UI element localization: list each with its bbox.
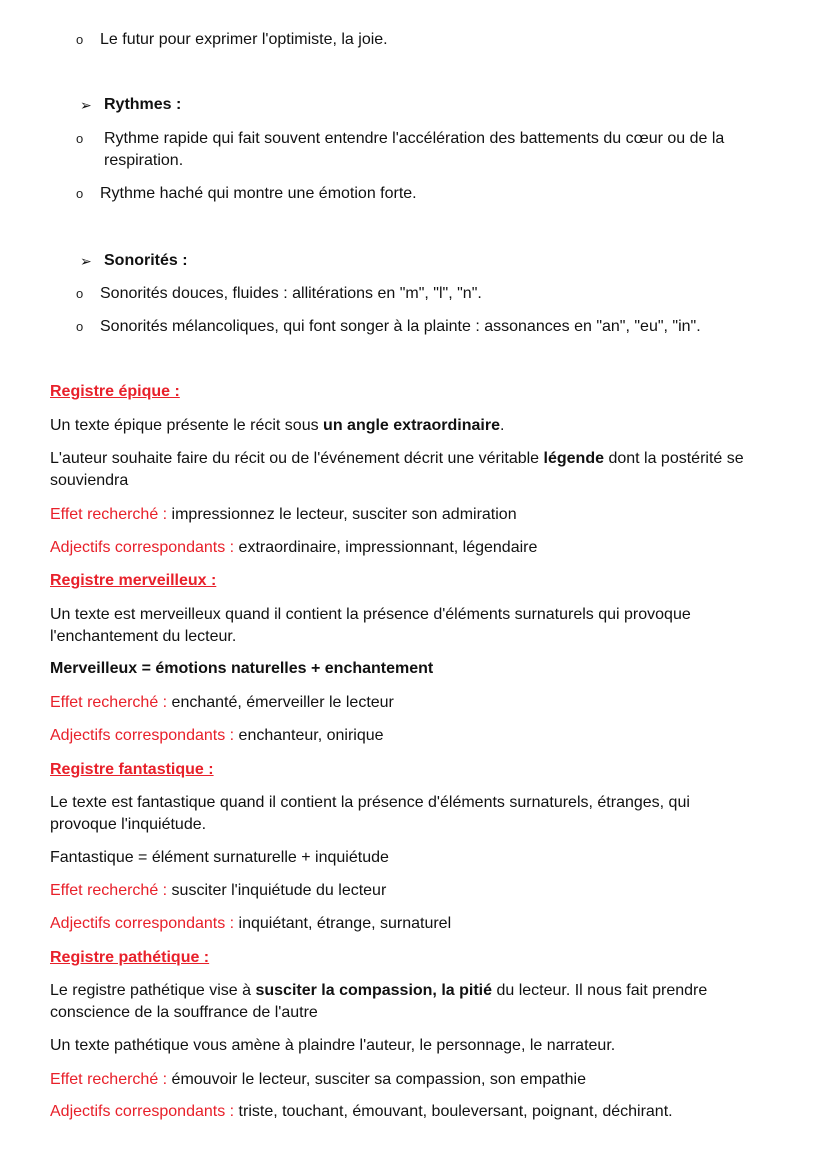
effet-label: Effet recherché : bbox=[50, 694, 172, 711]
formula: Fantastique = élément surnaturelle + inquiétude bbox=[50, 849, 389, 866]
paragraph bbox=[50, 415, 770, 437]
bullet-icon: o bbox=[76, 186, 84, 201]
text: Le registre pathétique vise à bbox=[50, 982, 256, 999]
effet-value: enchanté, émerveiller le lecteur bbox=[171, 694, 394, 711]
effet-value: émouvoir le lecteur, susciter sa compassion, son empathie bbox=[171, 1071, 586, 1088]
adjectifs-label: Adjectifs correspondants : bbox=[50, 1103, 239, 1120]
adjectifs-line bbox=[50, 1101, 770, 1123]
effet-value: impressionnez le lecteur, susciter son admiration bbox=[171, 506, 517, 523]
adjectifs-value: triste, touchant, émouvant, bouleversant, poignant, déchirant. bbox=[238, 1103, 673, 1120]
arrow-bullet-icon: ➢ bbox=[80, 253, 92, 269]
registre-fantastique-heading: Registre fantastique : bbox=[50, 761, 214, 778]
paragraph: Un texte pathétique vous amène à plaindre l'auteur, le personnage, le narrateur. bbox=[50, 1037, 616, 1054]
effet-line bbox=[50, 880, 770, 902]
adjectifs-line bbox=[50, 725, 770, 747]
bullet-icon: o bbox=[76, 131, 84, 146]
adjectifs-label: Adjectifs correspondants : bbox=[50, 727, 239, 744]
list-item: Sonorités mélancoliques, qui font songer à la plainte : assonances en "an", "eu", "in". bbox=[100, 318, 701, 335]
text: dont la postérité se souviendra bbox=[50, 450, 744, 489]
effet-line bbox=[50, 1069, 770, 1091]
bold-text: légende bbox=[543, 450, 604, 467]
effet-line bbox=[50, 692, 770, 714]
adjectifs-label: Adjectifs correspondants : bbox=[50, 915, 239, 932]
effet-label: Effet recherché : bbox=[50, 882, 172, 899]
adjectifs-value: extraordinaire, impressionnant, légendaire bbox=[238, 539, 538, 556]
sonorites-heading: Sonorités : bbox=[104, 252, 188, 269]
effet-label: Effet recherché : bbox=[50, 1071, 172, 1088]
registre-pathetique-heading: Registre pathétique : bbox=[50, 949, 210, 966]
adjectifs-label: Adjectifs correspondants : bbox=[50, 539, 239, 556]
list-item: Rythme haché qui montre une émotion forte. bbox=[100, 185, 417, 202]
text: Un texte épique présente le récit sous bbox=[50, 417, 324, 434]
paragraph: Un texte est merveilleux quand il contient la présence d'éléments surnaturels qui provoque l'enchantement du lecteur. bbox=[50, 606, 691, 645]
registre-epique-heading: Registre épique : bbox=[50, 383, 180, 400]
bullet-icon: o bbox=[76, 319, 84, 334]
list-item bbox=[100, 128, 770, 172]
bullet-icon: o bbox=[76, 286, 84, 301]
effet-label: Effet recherché : bbox=[50, 506, 172, 523]
text: L'auteur souhaite faire du récit ou de l'événement décrit une véritable bbox=[50, 450, 544, 467]
bullet-icon: o bbox=[76, 32, 84, 47]
bold-text: susciter la compassion, la pitié bbox=[255, 982, 492, 999]
adjectifs-line bbox=[50, 537, 770, 559]
adjectifs-value: inquiétant, étrange, surnaturel bbox=[238, 915, 452, 932]
text: du lecteur. Il nous fait prendre conscience de la souffrance de l'autre bbox=[50, 982, 708, 1021]
effet-line bbox=[50, 504, 770, 526]
arrow-bullet-icon: ➢ bbox=[80, 97, 92, 113]
paragraph bbox=[50, 448, 770, 492]
formula: Merveilleux = émotions naturelles + enchantement bbox=[50, 660, 434, 677]
text: . bbox=[499, 417, 505, 434]
rythmes-heading: Rythmes : bbox=[104, 96, 182, 113]
adjectifs-value: enchanteur, onirique bbox=[238, 727, 384, 744]
list-item-text: Rythme rapide qui fait souvent entendre l'accélération des battements du cœur ou de la respiration. bbox=[104, 130, 725, 169]
effet-value: susciter l'inquiétude du lecteur bbox=[171, 882, 387, 899]
paragraph: Le texte est fantastique quand il contient la présence d'éléments surnaturels, étranges, qui provoque l'inquiétude. bbox=[50, 794, 690, 833]
registre-merveilleux-heading: Registre merveilleux : bbox=[50, 572, 217, 589]
paragraph bbox=[50, 980, 750, 1024]
list-item: Le futur pour exprimer l'optimiste, la joie. bbox=[100, 31, 388, 48]
list-item: Sonorités douces, fluides : allitérations en "m", "l", "n". bbox=[100, 285, 482, 302]
adjectifs-line bbox=[50, 913, 770, 935]
bold-text: un angle extraordinaire bbox=[323, 417, 500, 434]
